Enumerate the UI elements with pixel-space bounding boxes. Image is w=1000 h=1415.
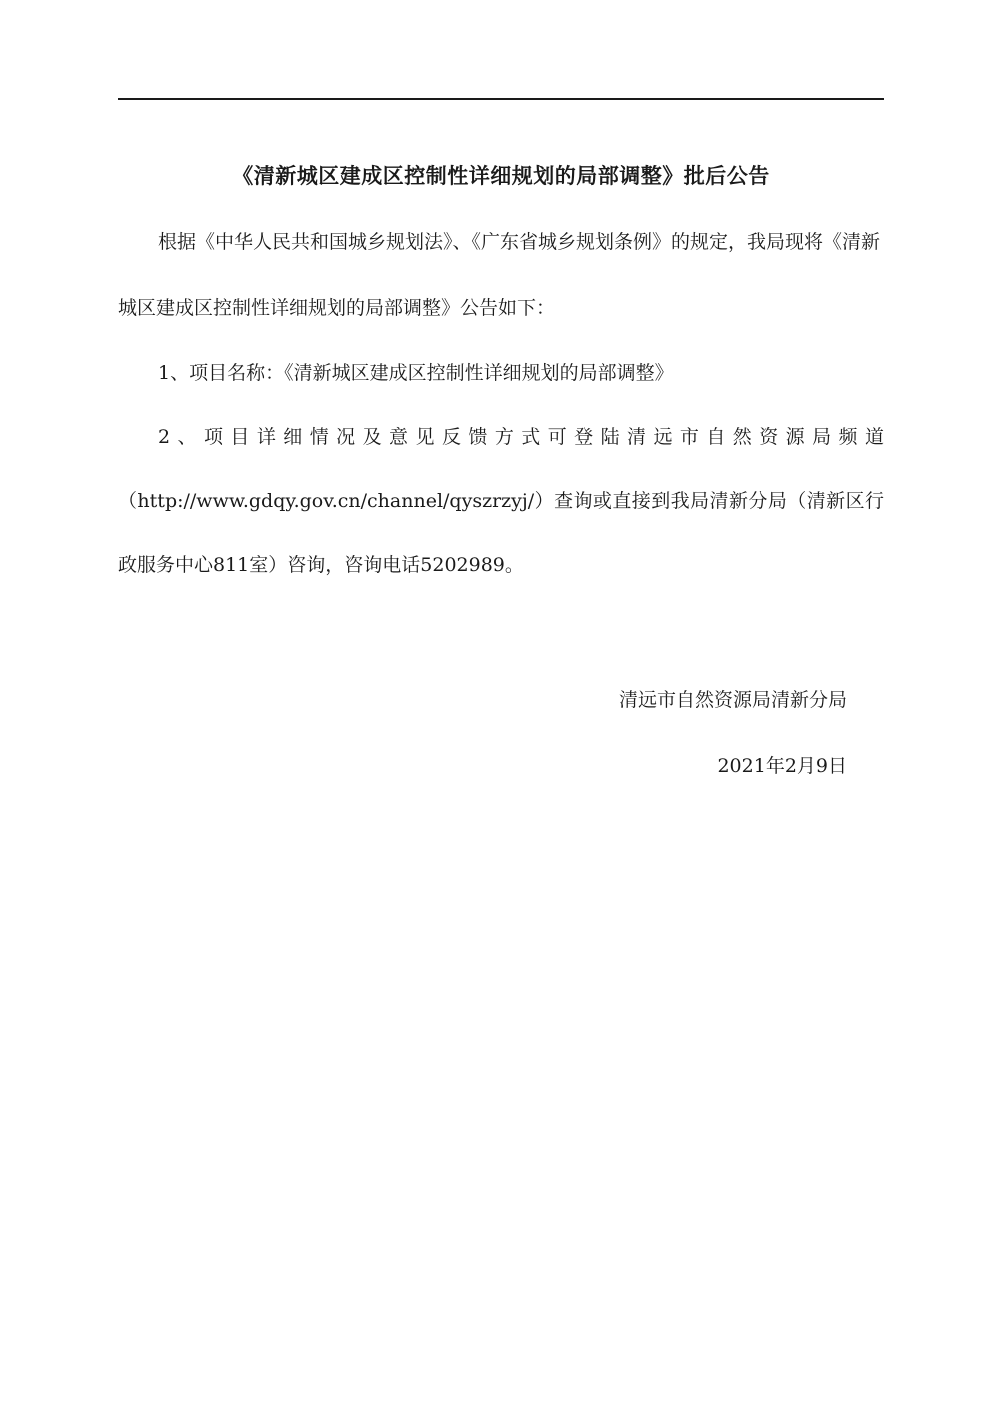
item-project-name: 1、项目名称：《清新城区建成区控制性详细规划的局部调整》 (158, 362, 674, 384)
notice-title: 《清新城区建成区控制性详细规划的局部调整》批后公告 (232, 163, 770, 188)
header-rule (118, 98, 884, 100)
signature-date: 2021年2月9日 (717, 755, 847, 777)
intro-paragraph: 根据《中华人民共和国城乡规划法》、《广东省城乡规划条例》的规定，我局现将《清新城区建成区控制性详细规划的局部调整》公告如下： (118, 231, 881, 319)
signature-organization: 清远市自然资源局清新分局 (618, 689, 847, 711)
item-project-details: 2、项目详细情况及意见反馈方式可登陆清远市自然资源局频道（http://www.gdqy.gov.cn/channel/qyszrzyj/）查询或直接到我局清新分局（清新区行政服务中心811室）咨询，咨询电话5202989。 (118, 426, 884, 576)
